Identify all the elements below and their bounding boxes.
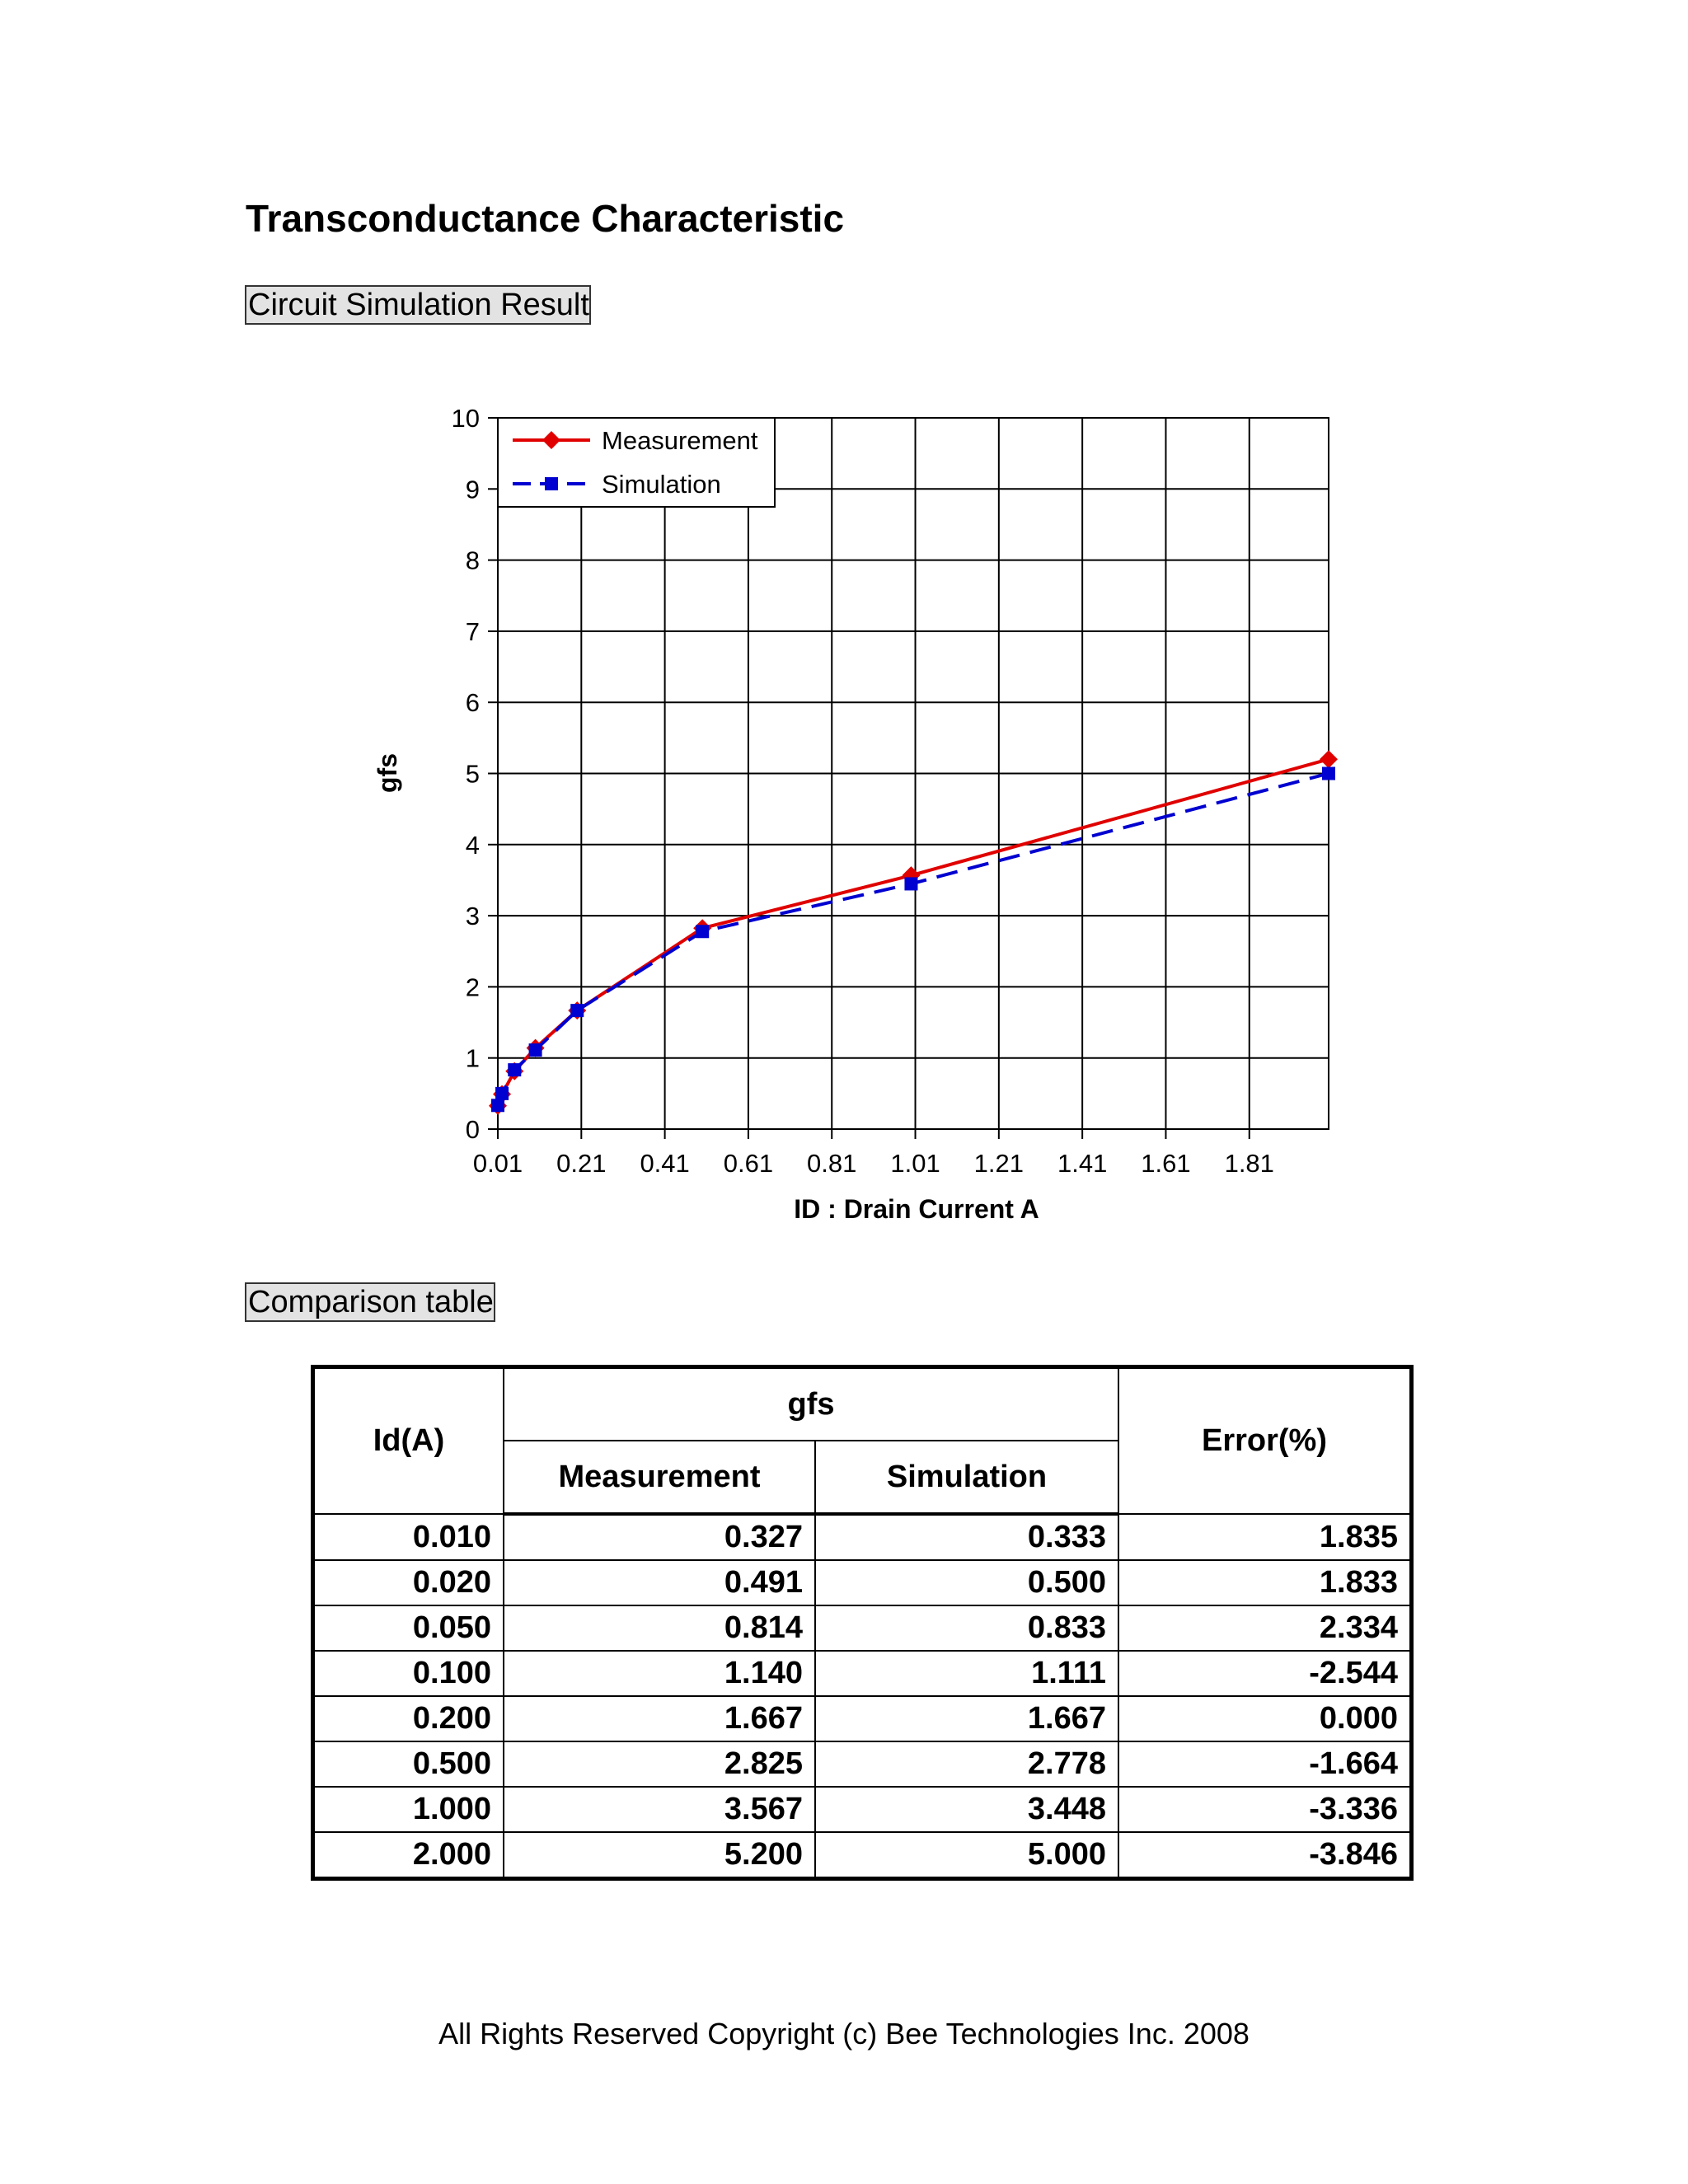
table-row: [313, 1787, 1412, 1832]
x-tick-label: 0.81: [807, 1149, 857, 1178]
cell-simulation: 0.500: [815, 1560, 1118, 1605]
y-tick-label: 3: [465, 902, 480, 931]
y-tick-label: 10: [451, 404, 480, 433]
cell-measurement: 0.814: [504, 1605, 815, 1651]
x-tick-label: 1.81: [1224, 1149, 1274, 1178]
cell-measurement: 3.567: [504, 1787, 815, 1832]
point-simulation: [529, 1043, 542, 1057]
comparison-table-wrap: [311, 1365, 1414, 1881]
table-row: [313, 1605, 1412, 1651]
y-tick-label: 4: [465, 830, 480, 860]
x-tick-label: 0.41: [640, 1149, 690, 1178]
cell-measurement: 1.140: [504, 1651, 815, 1696]
x-tick-label: 1.21: [973, 1149, 1025, 1178]
cell-simulation: 3.448: [815, 1787, 1118, 1832]
cell-id: 0.010: [313, 1514, 504, 1560]
cell-id: 1.000: [313, 1787, 504, 1832]
y-tick-label: 7: [465, 616, 480, 646]
table-body: [313, 1514, 1412, 1879]
y-tick-label: 1: [465, 1043, 480, 1073]
table-row: [313, 1832, 1412, 1879]
cell-measurement: 2.825: [504, 1741, 815, 1787]
y-tick-label: 8: [465, 546, 480, 575]
chart-section-label: Circuit Simulation Result: [245, 285, 591, 325]
cell-error: -2.544: [1118, 1651, 1412, 1696]
table-section-label: Comparison table: [245, 1282, 495, 1322]
cell-measurement: 1.667: [504, 1696, 815, 1741]
cell-simulation: 1.111: [815, 1651, 1118, 1696]
table-row: [313, 1741, 1412, 1787]
point-simulation: [696, 925, 709, 938]
cell-error: 1.833: [1118, 1560, 1412, 1605]
point-simulation: [508, 1063, 521, 1076]
cell-measurement: 0.491: [504, 1560, 815, 1605]
point-simulation: [904, 877, 917, 890]
y-tick-label: 0: [465, 1115, 480, 1144]
cell-error: 2.334: [1118, 1605, 1412, 1651]
point-simulation: [491, 1099, 504, 1112]
cell-id: 0.200: [313, 1696, 504, 1741]
x-axis-label: ID : Drain Current A: [794, 1194, 1039, 1224]
page-title: Transconductance Characteristic: [246, 197, 845, 240]
cell-simulation: 0.833: [815, 1605, 1118, 1651]
cell-id: 0.500: [313, 1741, 504, 1787]
y-tick-label: 6: [465, 688, 480, 718]
copyright-footer: All Rights Reserved Copyright (c) Bee Technologies Inc. 2008: [438, 2017, 1250, 2050]
header-simulation: Simulation: [815, 1441, 1118, 1514]
cell-simulation: 2.778: [815, 1741, 1118, 1787]
x-tick-label: 1.01: [890, 1149, 940, 1178]
y-tick-label: 2: [465, 972, 480, 1002]
y-tick-label: 9: [465, 475, 480, 504]
table-row: [313, 1651, 1412, 1696]
cell-error: 0.000: [1118, 1696, 1412, 1741]
cell-id: 0.100: [313, 1651, 504, 1696]
header-error: Error(%): [1118, 1367, 1412, 1515]
point-simulation: [1322, 767, 1335, 780]
legend-marker-simulation: [545, 477, 558, 490]
comparison-table: [311, 1365, 1414, 1881]
cell-error: 1.835: [1118, 1514, 1412, 1560]
header-measurement: Measurement: [504, 1441, 815, 1514]
legend-label-simulation: Simulation: [602, 470, 721, 499]
cell-id: 0.020: [313, 1560, 504, 1605]
cell-id: 2.000: [313, 1832, 504, 1879]
x-tick-label: 0.61: [723, 1149, 774, 1178]
cell-simulation: 5.000: [815, 1832, 1118, 1879]
header-id: Id(A): [313, 1367, 504, 1515]
header-gfs: gfs: [504, 1367, 1118, 1441]
x-tick-label: 0.01: [472, 1149, 523, 1178]
cell-error: -3.846: [1118, 1832, 1412, 1879]
x-tick-label: 1.61: [1141, 1149, 1191, 1178]
table-row: [313, 1514, 1412, 1560]
cell-error: -1.664: [1118, 1741, 1412, 1787]
table-row: [313, 1696, 1412, 1741]
table-row: [313, 1560, 1412, 1605]
legend-label-measurement: Measurement: [602, 426, 758, 455]
x-tick-label: 1.41: [1057, 1149, 1108, 1178]
cell-simulation: 0.333: [815, 1514, 1118, 1560]
cell-error: -3.336: [1118, 1787, 1412, 1832]
x-tick-label: 0.21: [556, 1149, 607, 1178]
point-simulation: [495, 1087, 509, 1100]
point-simulation: [570, 1004, 584, 1017]
cell-measurement: 5.200: [504, 1832, 815, 1879]
y-axis-label: gfs: [373, 753, 402, 793]
cell-measurement: 0.327: [504, 1514, 815, 1560]
cell-simulation: 1.667: [815, 1696, 1118, 1741]
cell-id: 0.050: [313, 1605, 504, 1651]
y-tick-label: 5: [465, 759, 480, 789]
